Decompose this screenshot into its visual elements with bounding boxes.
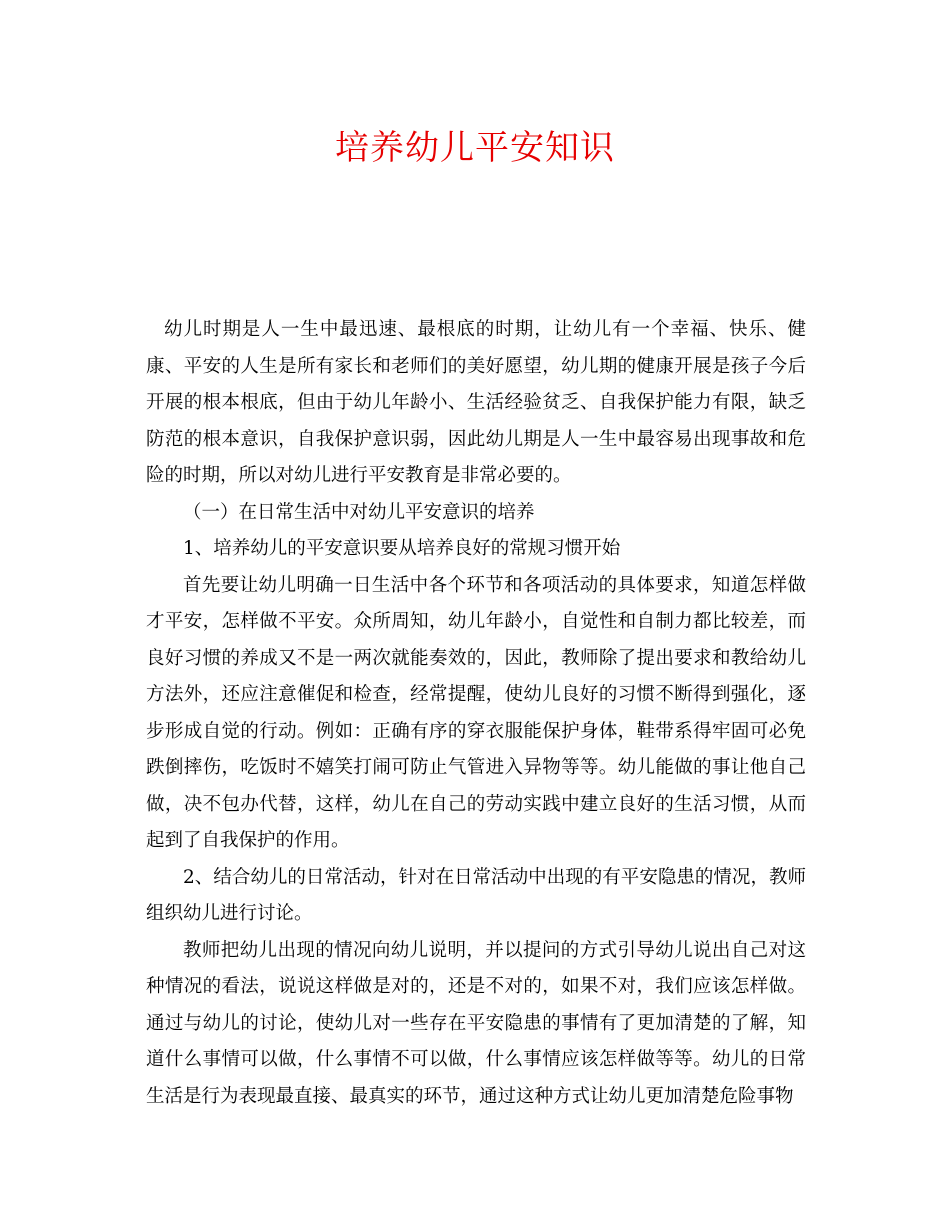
document-body [146,312,806,1115]
section-heading-daily-life: （一）在日常生活中对幼儿平安意识的培养 [183,501,535,523]
subheading-habits: 1、培养幼儿的平安意识要从培养良好的常规习惯开始 [183,538,621,559]
document-title: 培养幼儿平安知识 [335,128,615,168]
subheading-discussion: 2、结合幼儿的日常活动，针对在日常活动中出现的有平安隐患的情况，教师组织幼儿进行讨论。 [146,866,806,924]
body-paragraph-habits: 首先要让幼儿明确一日生活中各个环节和各项活动的具体要求，知道怎样做才平安，怎样做不平安。众所周知，幼儿年龄小，自觉性和自制力都比较差，而良好习惯的养成又不是一两次就能奏效的，因此，教师除了提出要求和教给幼儿方法外，还应注意催促和检查，经常提醒，使幼儿良好的习惯不断得到强化，逐步形成自觉的行动。例如：正确有序的穿衣服能保护身体，鞋带系得牢固可必免跌倒摔伤，吃饭时不嬉笑打闹可防止气管进入异物等等。幼儿能做的事让他自己做，决不包办代替，这样，幼儿在自己的劳动实践中建立良好的生活习惯，从而起到了自我保护的作用。 [146,574,806,851]
body-paragraph-discussion: 教师把幼儿出现的情况向幼儿说明，并以提问的方式引导幼儿说出自己对这种情况的看法，说说这样做是对的，还是不对的，如果不对，我们应该怎样做。通过与幼儿的讨论，使幼儿对一些存在平安隐患的事情有了更加清楚的了解，知道什么事情可以做，什么事情不可以做，什么事情应该怎样做等等。幼儿的日常生活是行为表现最直接、最真实的环节，通过这种方式让幼儿更加清楚危险事物 [146,939,806,1107]
body-paragraph-intro: 幼儿时期是人一生中最迅速、最根底的时期，让幼儿有一个幸福、快乐、健康、平安的人生是所有家长和老师们的美好愿望，幼儿期的健康开展是孩子今后开展的根本根底，但由于幼儿年龄小、生活经验贫乏、自我保护能力有限，缺乏防范的根本意识，自我保护意识弱，因此幼儿期是人一生中最容易出现事故和危险的时期，所以对幼儿进行平安教育是非常必要的。 [146,319,806,486]
